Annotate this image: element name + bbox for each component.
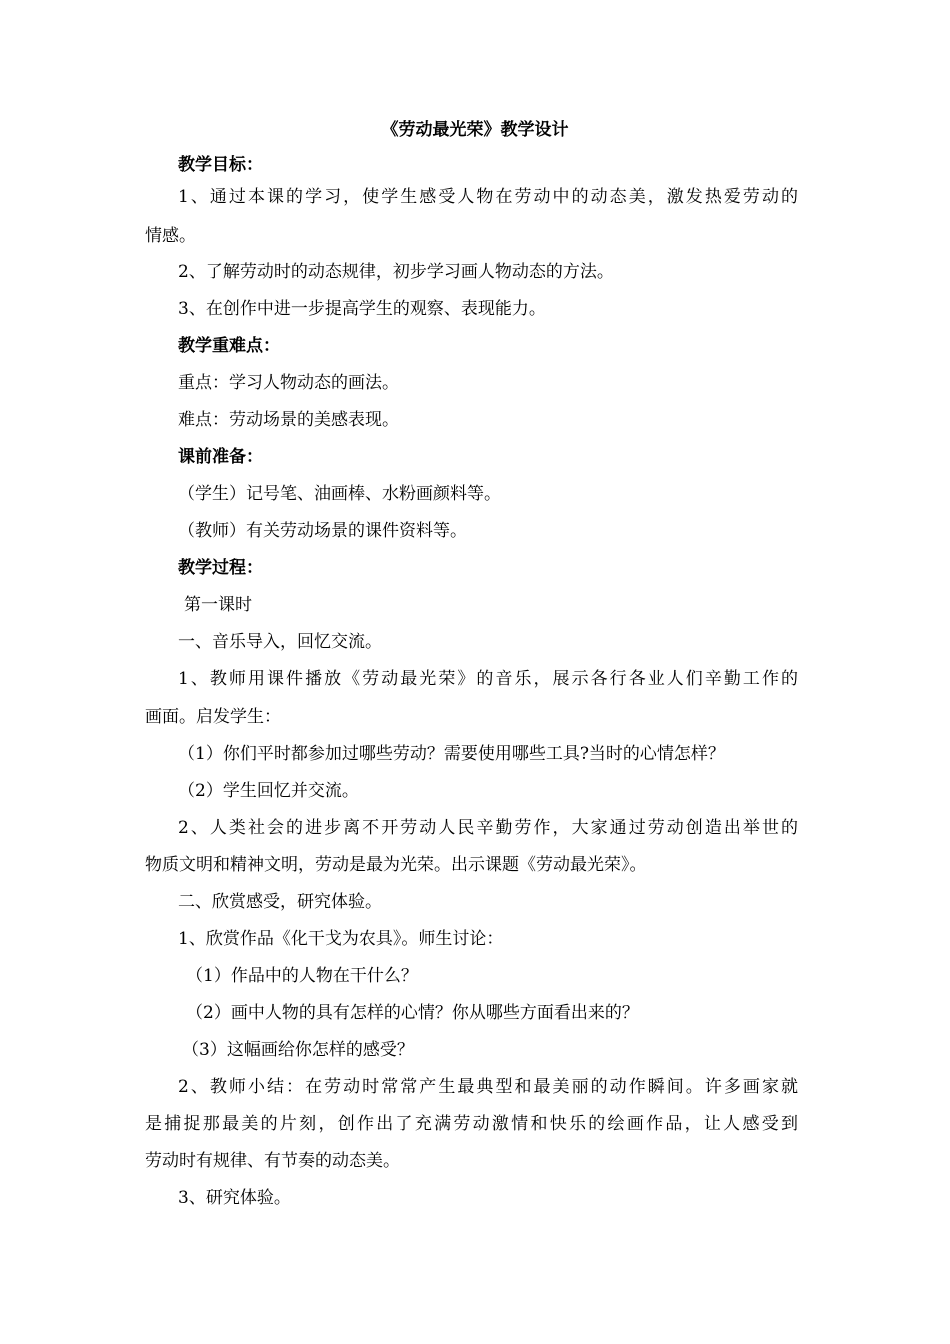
part2-item3: 3、研究体验。 [178, 1188, 291, 1208]
part2-item2-line-1: 2、教师小结：在劳动时常常产生最典型和最美丽的动作瞬间。许多画家就 [178, 1077, 798, 1097]
key-points-heading: 教学重难点： [178, 336, 280, 356]
part1-item2-line-2: 物质文明和精神文明，劳动是最为光荣。出示课题《劳动最光荣》。 [145, 855, 647, 875]
process-heading: 教学过程： [178, 558, 263, 578]
part2-question-2: （2）画中人物的具有怎样的心情？你从哪些方面看出来的？ [186, 1003, 639, 1023]
objective-1-line-2: 情感。 [145, 226, 196, 246]
part2-item2-line-2: 是捕捉那最美的片刻，创作出了充满劳动激情和快乐的绘画作品，让人感受到 [145, 1114, 798, 1134]
part1-item1-line-1: 1、教师用课件播放《劳动最光荣》的音乐，展示各行各业人们辛勤工作的 [178, 669, 798, 689]
preparation-heading: 课前准备： [178, 447, 263, 467]
preparation-teacher: （教师）有关劳动场景的课件资料等。 [178, 521, 467, 541]
preparation-students: （学生）记号笔、油画棒、水粉画颜料等。 [178, 484, 501, 504]
part2-heading: 二、欣赏感受，研究体验。 [178, 892, 382, 912]
key-point: 重点：学习人物动态的画法。 [178, 373, 399, 393]
difficult-point: 难点：劳动场景的美感表现。 [178, 410, 399, 430]
part2-item1: 1、欣赏作品《化干戈为农具》。师生讨论： [178, 929, 504, 949]
objectives-heading: 教学目标： [178, 155, 263, 175]
part2-item2-line-3: 劳动时有规律、有节奏的动态美。 [145, 1151, 400, 1171]
objective-1-line-1: 1、通过本课的学习，使学生感受人物在劳动中的动态美，激发热爱劳动的 [178, 187, 798, 207]
part1-question-1: （1）你们平时都参加过哪些劳动？需要使用哪些工具?当时的心情怎样？ [178, 744, 725, 764]
part2-question-3: （3）这幅画给你怎样的感受？ [182, 1040, 414, 1060]
part2-question-1: （1）作品中的人物在干什么？ [186, 966, 418, 986]
lesson-label: 第一课时 [184, 595, 252, 615]
part1-question-2: （2）学生回忆并交流。 [178, 781, 359, 801]
part1-item1-line-2: 画面。启发学生： [145, 707, 281, 727]
objective-2: 2、了解劳动时的动态规律，初步学习画人物动态的方法。 [178, 262, 614, 282]
objective-3: 3、在创作中进一步提高学生的观察、表现能力。 [178, 299, 546, 319]
document-title: 《劳动最光荣》教学设计 [381, 120, 569, 140]
part1-heading: 一、音乐导入，回忆交流。 [178, 632, 382, 652]
part1-item2-line-1: 2、人类社会的进步离不开劳动人民辛勤劳作，大家通过劳动创造出举世的 [178, 818, 798, 838]
